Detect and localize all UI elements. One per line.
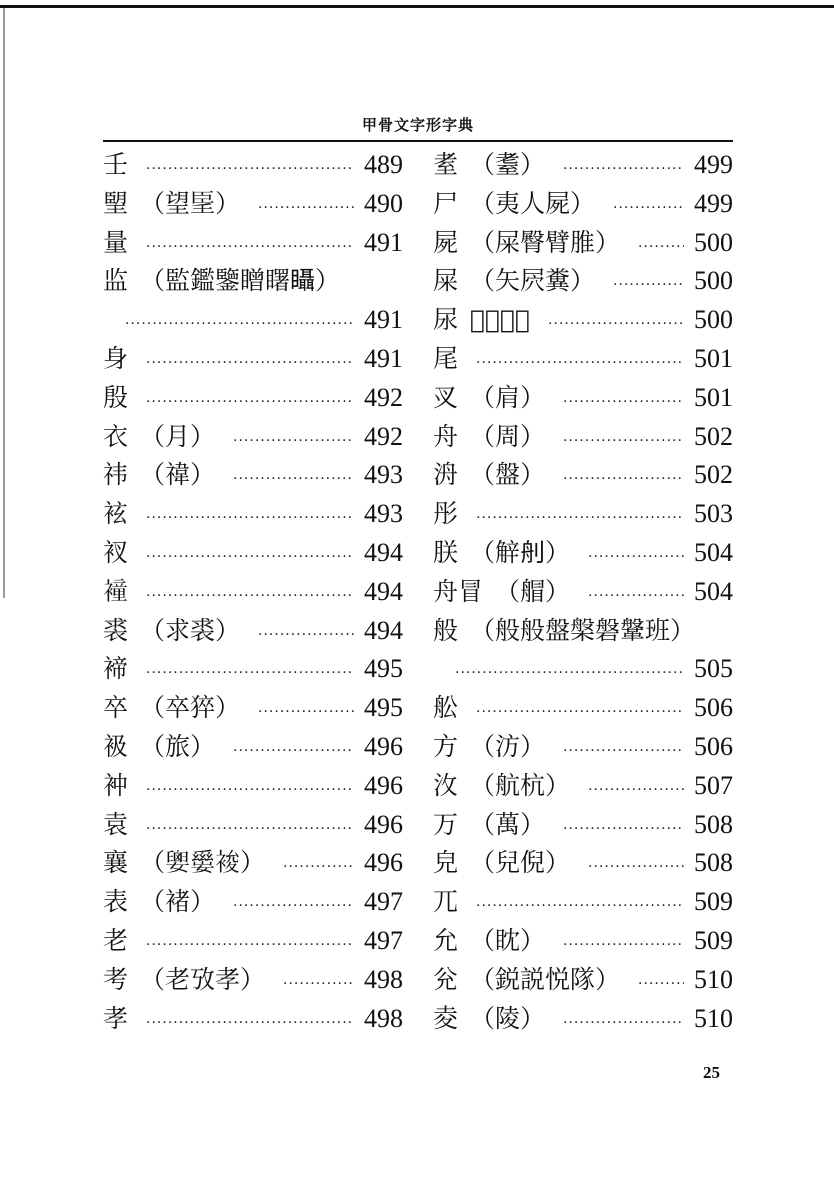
- headword: 兊: [433, 964, 459, 994]
- running-head-title: 甲骨文字形字典: [361, 116, 474, 134]
- dot-leader: [563, 422, 684, 461]
- index-entry: [103, 379, 403, 418]
- index-entry: [103, 922, 403, 961]
- index-entry: [433, 1000, 733, 1039]
- index-entry: [103, 456, 403, 495]
- variant-forms: （肩）: [470, 382, 546, 412]
- headword: 舟: [433, 421, 459, 451]
- headword: 老: [103, 925, 129, 955]
- headword: 𧝎: [103, 576, 129, 606]
- headword: 兀: [433, 887, 459, 917]
- headword: 袨: [103, 499, 129, 529]
- index-entry: [433, 806, 733, 845]
- dot-leader: [476, 344, 684, 383]
- index-entry: [433, 301, 733, 340]
- index-entry: [433, 650, 733, 689]
- variant-forms: （兒倪）: [470, 848, 571, 878]
- index-column-left: [103, 146, 403, 1038]
- variant-forms: （旅）: [140, 731, 216, 761]
- page-reference: 499: [694, 150, 733, 179]
- index-entry: [433, 689, 733, 728]
- variant-forms: （𡢗𡢛𧚉）: [140, 848, 266, 878]
- index-entry: [433, 922, 733, 961]
- index-entry: [103, 573, 403, 612]
- headword: 祎: [103, 460, 129, 490]
- page-reference: 496: [364, 848, 403, 878]
- variant-forms: （監鑑鑒䁬𥌓𥍉）: [140, 266, 341, 296]
- index-entry: [103, 883, 403, 922]
- dot-leader: [638, 228, 684, 267]
- variant-forms: （望𦣠）: [140, 188, 241, 218]
- headword: 卒: [103, 693, 129, 723]
- dot-leader: [146, 538, 354, 577]
- page-reference: 489: [364, 150, 403, 179]
- index-entry: [433, 495, 733, 534]
- dot-leader: [563, 926, 684, 965]
- page-reference: 510: [694, 1003, 733, 1033]
- headword: 殷: [103, 382, 129, 412]
- dot-leader: [146, 577, 354, 616]
- index-entry: [103, 340, 403, 379]
- page-reference: 498: [364, 964, 403, 994]
- index-entry: [433, 767, 733, 806]
- page-reference: 494: [364, 576, 403, 606]
- dot-leader: [588, 538, 684, 577]
- headword: 㳊: [433, 770, 459, 800]
- dot-leader: [283, 848, 354, 887]
- dot-leader: [146, 499, 354, 538]
- headword: 衣: [103, 421, 129, 451]
- page-number: 25: [703, 1063, 720, 1082]
- index-entry: [103, 650, 403, 689]
- index-entry: [103, 301, 403, 340]
- dot-leader: [146, 654, 354, 693]
- dot-leader: [233, 422, 354, 461]
- headword: 彤: [433, 499, 459, 529]
- variant-forms: （老攷孝）: [140, 964, 266, 994]
- headword: 壬: [103, 150, 129, 179]
- headword: 裘: [103, 615, 129, 645]
- variant-forms: （卒猝）: [140, 693, 241, 723]
- page-reference: 505: [694, 654, 733, 684]
- headword: 襄: [103, 848, 129, 878]
- headword: 允: [433, 925, 459, 955]
- index-entry: [433, 146, 733, 185]
- headword: 夌: [433, 1003, 459, 1033]
- headword: 衩: [103, 537, 129, 567]
- index-entry: [103, 534, 403, 573]
- headword: 般: [433, 615, 459, 645]
- dot-leader: [563, 1004, 684, 1043]
- page-reference: 496: [364, 809, 403, 839]
- dot-leader: [455, 654, 684, 693]
- dot-leader: [146, 771, 354, 810]
- index-entry: [103, 262, 403, 301]
- page-reference: 502: [694, 460, 733, 490]
- headword: 尾: [433, 343, 459, 373]
- headword: 监: [103, 266, 129, 296]
- index-entry: [103, 961, 403, 1000]
- headword: 衶: [103, 770, 129, 800]
- headword: 袁: [103, 809, 129, 839]
- page-reference: 500: [694, 227, 733, 257]
- dot-leader: [613, 189, 684, 228]
- index-entry: [103, 767, 403, 806]
- dot-leader: [476, 693, 684, 732]
- page-reference: 494: [364, 537, 403, 567]
- dot-leader: [588, 577, 684, 616]
- variant-forms: （觪𦨉）: [470, 537, 571, 567]
- index-entry: [103, 146, 403, 185]
- variant-forms: （周）: [470, 421, 546, 451]
- headword: 舩: [433, 693, 459, 723]
- index-entry: [103, 612, 403, 651]
- headword: 尸: [433, 188, 459, 218]
- index-entry: [433, 185, 733, 224]
- dot-leader: [563, 732, 684, 771]
- page-reference: 501: [694, 343, 733, 373]
- headword: 万: [433, 809, 459, 839]
- dot-leader: [146, 383, 354, 422]
- dot-leader: [146, 1004, 354, 1043]
- page-reference: 509: [694, 925, 733, 955]
- headword: 皃: [433, 848, 459, 878]
- page-reference: 500: [694, 266, 733, 296]
- page-reference: 501: [694, 382, 733, 412]
- headword: 耊: [433, 150, 459, 179]
- headword: 屎: [433, 266, 459, 296]
- dot-leader: [563, 810, 684, 849]
- variant-forms: （褚）: [140, 887, 216, 917]
- page-reference: 506: [694, 731, 733, 761]
- headword: 方: [433, 731, 459, 761]
- index-entry: [433, 262, 733, 301]
- variant-forms: （求裘）: [140, 615, 241, 645]
- dot-leader: [476, 499, 684, 538]
- index-entry: [433, 961, 733, 1000]
- variant-forms: （𡲾𡳀）: [470, 305, 531, 335]
- variant-forms: （盤）: [470, 460, 546, 490]
- dot-leader: [258, 189, 354, 228]
- index-entry: [103, 418, 403, 457]
- page-reference: 510: [694, 964, 733, 994]
- index-entry: [433, 379, 733, 418]
- dot-leader: [125, 305, 354, 344]
- page-reference: 497: [364, 887, 403, 917]
- index-entry: [103, 689, 403, 728]
- variant-forms: （鋭説悦隊）: [470, 964, 621, 994]
- dot-leader: [613, 266, 684, 305]
- index-entry: [103, 806, 403, 845]
- variant-forms: （禕）: [140, 460, 216, 490]
- index-entry: [433, 844, 733, 883]
- page-reference: 499: [694, 188, 733, 218]
- dot-leader: [476, 887, 684, 926]
- variant-forms: （眈）: [470, 925, 546, 955]
- headword: 朕: [433, 537, 459, 567]
- variant-forms: （月）: [140, 421, 216, 451]
- page-reference: 498: [364, 1003, 403, 1033]
- variant-forms: （艒）: [495, 576, 571, 606]
- headword: 㕚: [433, 382, 459, 412]
- variant-forms: （航杭）: [470, 770, 571, 800]
- dot-leader: [563, 460, 684, 499]
- variant-forms: （陵）: [470, 1003, 546, 1033]
- index-entry: [433, 418, 733, 457]
- headword: 屍: [433, 227, 459, 257]
- headword: 量: [103, 227, 129, 257]
- page-reference: 491: [364, 343, 403, 373]
- page-reference: 493: [364, 499, 403, 529]
- index-entry: [433, 728, 733, 767]
- headword: 衱: [103, 731, 129, 761]
- page-reference: 507: [694, 770, 733, 800]
- page-reference: 491: [364, 227, 403, 257]
- page-reference: 493: [364, 460, 403, 490]
- dot-leader: [283, 965, 354, 1004]
- page-reference: 509: [694, 887, 733, 917]
- page-reference: 492: [364, 382, 403, 412]
- dot-leader: [146, 150, 354, 189]
- header-rule: [103, 140, 733, 142]
- variant-forms: （般般盤槃磐鞶班）: [470, 615, 696, 645]
- headword: 洀: [433, 460, 459, 490]
- page-reference: 495: [364, 693, 403, 723]
- dot-leader: [258, 616, 354, 655]
- variant-forms: （屎臀臂脽）: [470, 227, 621, 257]
- dot-leader: [146, 344, 354, 383]
- page-reference: 497: [364, 925, 403, 955]
- page-reference: 495: [364, 654, 403, 684]
- variant-forms: （矢屄糞）: [470, 266, 596, 296]
- dot-leader: [563, 150, 684, 189]
- headword: 表: [103, 887, 129, 917]
- index-entry: [103, 728, 403, 767]
- headword: 朢: [103, 188, 129, 218]
- index-entry: [433, 534, 733, 573]
- dot-leader: [588, 848, 684, 887]
- page-reference: 500: [694, 305, 733, 335]
- dot-leader: [233, 887, 354, 926]
- page-reference: 503: [694, 499, 733, 529]
- page-reference: 508: [694, 809, 733, 839]
- variant-forms: （萬）: [470, 809, 546, 839]
- page-reference: 496: [364, 770, 403, 800]
- page-reference: 496: [364, 731, 403, 761]
- page-reference: 508: [694, 848, 733, 878]
- index-entry: [433, 883, 733, 922]
- headword: 褅: [103, 654, 129, 684]
- index-entry: [433, 573, 733, 612]
- variant-forms: （汸）: [470, 731, 546, 761]
- dot-leader: [563, 383, 684, 422]
- index-entry: [433, 612, 733, 651]
- index-entry: [433, 456, 733, 495]
- index-column-right: [433, 146, 733, 1038]
- page-left-edge: [3, 8, 5, 598]
- dot-leader: [548, 305, 684, 344]
- variant-forms: （耋）: [470, 150, 546, 179]
- dot-leader: [146, 926, 354, 965]
- dot-leader: [233, 732, 354, 771]
- page-reference: 504: [694, 576, 733, 606]
- dot-leader: [146, 810, 354, 849]
- page-reference: 490: [364, 188, 403, 218]
- dot-leader: [233, 460, 354, 499]
- headword: 舟冒: [433, 576, 484, 606]
- variant-forms: （夷人屍）: [470, 188, 596, 218]
- page-reference: 491: [364, 305, 403, 335]
- headword: 尿: [433, 305, 459, 335]
- page-reference: 492: [364, 421, 403, 451]
- page-reference: 506: [694, 693, 733, 723]
- page-reference: 494: [364, 615, 403, 645]
- dot-leader: [258, 693, 354, 732]
- index-entry: [103, 1000, 403, 1039]
- headword: 身: [103, 343, 129, 373]
- index-entry: [103, 495, 403, 534]
- index-entry: [103, 224, 403, 263]
- headword: 考: [103, 964, 129, 994]
- dot-leader: [146, 228, 354, 267]
- page-reference: 504: [694, 537, 733, 567]
- index-entry: [433, 340, 733, 379]
- index-entry: [103, 185, 403, 224]
- dot-leader: [588, 771, 684, 810]
- top-border-rule: [0, 5, 834, 8]
- page-reference: 502: [694, 421, 733, 451]
- headword: 孝: [103, 1003, 129, 1033]
- index-entry: [103, 844, 403, 883]
- index-entry: [433, 224, 733, 263]
- dot-leader: [638, 965, 684, 1004]
